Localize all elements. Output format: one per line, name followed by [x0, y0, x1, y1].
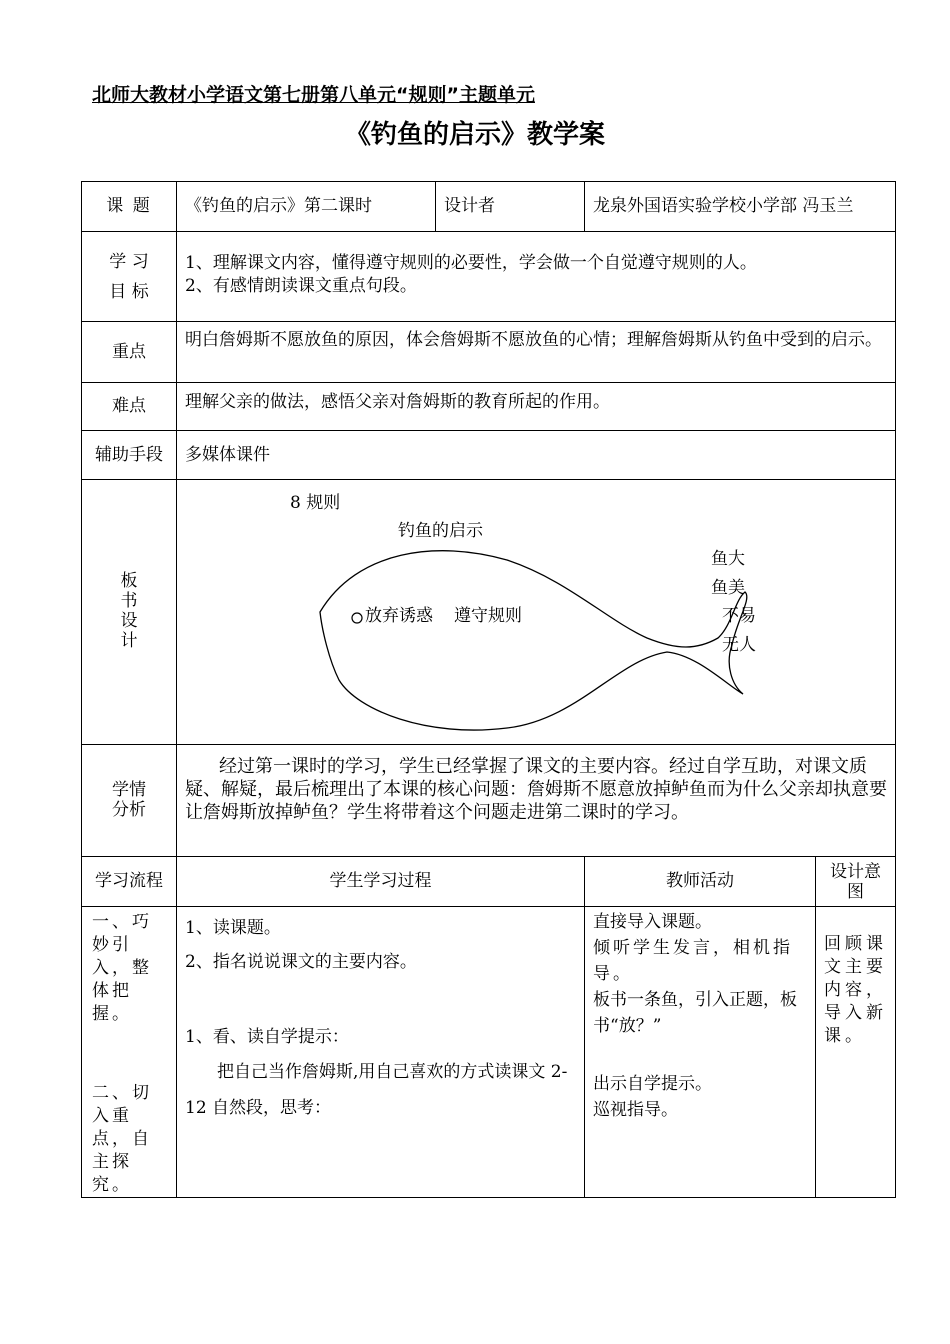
analysis-content-cell: [177, 745, 896, 857]
designer-label-cell: [436, 182, 585, 232]
aids-content-cell: [177, 431, 896, 480]
topic-label-cell: [82, 182, 177, 232]
fish-outline: [320, 551, 747, 730]
focus-content-cell: [177, 322, 896, 383]
flow-step-1: 一、巧妙引入，整体把握。: [92, 912, 152, 1024]
goals-label-line1: 学 习: [109, 251, 149, 272]
document-subtitle: 北师大教材小学语文第七册第八单元“规则”主题单元: [92, 84, 535, 106]
teacher-step: 出示自学提示。: [593, 1074, 712, 1094]
board-lesson: 钓鱼的启示: [398, 521, 483, 541]
intent-cell: [816, 907, 896, 1198]
goals-content-cell: [177, 232, 896, 322]
teacher-step: 直接导入课题。: [593, 912, 712, 932]
header-intent-cell: [816, 857, 896, 907]
student-step: 1、读课题。: [185, 918, 281, 938]
lesson-plan-table: [81, 181, 896, 1198]
analysis-label-line1: 学情: [112, 779, 146, 800]
flow-step-2: 二、切入重点，自主探究。: [92, 1083, 152, 1195]
intent-text: 回顾课文主要内容，导入新课。: [824, 934, 887, 1046]
board-right-word: 无人: [722, 635, 756, 655]
board-inside-right: 遵守规则: [454, 606, 522, 626]
difficulty-text: 理解父亲的做法，感悟父亲对詹姆斯的教育所起的作用。: [185, 392, 610, 412]
document-title: 《钓鱼的启示》教学案: [344, 120, 605, 150]
aids-label: 辅助手段: [95, 444, 163, 465]
board-inside-left: 放弃诱惑: [365, 606, 433, 626]
goal-item: 1、理解课文内容，懂得遵守规则的必要性，学会做一个自觉遵守规则的人。: [185, 253, 757, 273]
difficulty-label-cell: [82, 383, 177, 431]
goals-label-cell: [82, 232, 177, 322]
board-label-cell: [82, 480, 177, 745]
designer-value-cell: [585, 182, 896, 232]
board-unit: 8 规则: [290, 493, 341, 513]
teacher-step: 巡视指导。: [593, 1100, 678, 1120]
student-step: 1、看、读自学提示：: [185, 1027, 349, 1047]
goal-item: 2、有感情朗读课文重点句段。: [185, 276, 417, 296]
board-design-cell: [177, 480, 896, 745]
board-design: [177, 480, 895, 742]
difficulty-content-cell: [177, 383, 896, 431]
board-label-char: 板: [120, 571, 138, 591]
focus-text: 明白詹姆斯不愿放鱼的原因，体会詹姆斯不愿放鱼的心情；理解詹姆斯从钓鱼中受到的启示。: [185, 330, 882, 350]
header-teacher: 教师活动: [666, 871, 734, 891]
header-flow: 学习流程: [95, 871, 163, 891]
header-student-cell: [177, 857, 585, 907]
board-label-char: 设: [120, 611, 138, 631]
designer-value: 龙泉外国语实验学校小学部 冯玉兰: [593, 196, 854, 216]
student-step: 2、指名说说课文的主要内容。: [185, 952, 417, 972]
header-teacher-cell: [585, 857, 816, 907]
difficulty-label: 难点: [112, 396, 146, 416]
teacher-activity-cell: [585, 907, 816, 1198]
focus-label-cell: [82, 322, 177, 383]
analysis-label-line2: 分析: [112, 799, 146, 820]
student-process-cell: [177, 907, 585, 1198]
board-right-word: 鱼大: [711, 549, 745, 569]
fish-eye: [352, 613, 362, 623]
board-label-char: 书: [120, 591, 138, 611]
analysis-text: 经过第一课时的学习，学生已经掌握了课文的主要内容。经过自学互助，对课文质疑、解疑，最后梳理出了本课的核心问题：詹姆斯不愿意放掉鲈鱼而为什么父亲却执意要让詹姆斯放掉鲈鱼？学生将带着这个问题走进第二课时的学习。: [185, 756, 887, 823]
header-intent: 设计意图: [830, 861, 881, 902]
student-step: 把自己当作詹姆斯,用自己喜欢的方式读课文 2-12 自然段，思考：: [185, 1062, 568, 1118]
analysis-label-cell: [82, 745, 177, 857]
goals-label-line2: 目 标: [109, 281, 149, 302]
aids-text: 多媒体课件: [185, 444, 270, 465]
header-flow-cell: [82, 857, 177, 907]
designer-label: 设计者: [444, 196, 495, 216]
topic-label: 课 题: [106, 196, 152, 216]
board-right-word: 鱼美: [711, 578, 745, 598]
topic-value-cell: [177, 182, 436, 232]
aids-label-cell: [82, 431, 177, 480]
fish-drawing: [177, 480, 895, 742]
header-student: 学生学习过程: [329, 871, 432, 891]
board-label-char: 计: [120, 631, 138, 651]
board-right-word: 不易: [722, 606, 756, 626]
teacher-step: 板书一条鱼，引入正题，板书“放？”: [593, 990, 797, 1036]
focus-label: 重点: [112, 341, 146, 362]
flow-cell: [82, 907, 177, 1198]
topic-value: 《钓鱼的启示》第二课时: [185, 196, 372, 216]
teacher-step: 倾听学生发言，相机指导。: [593, 938, 793, 984]
